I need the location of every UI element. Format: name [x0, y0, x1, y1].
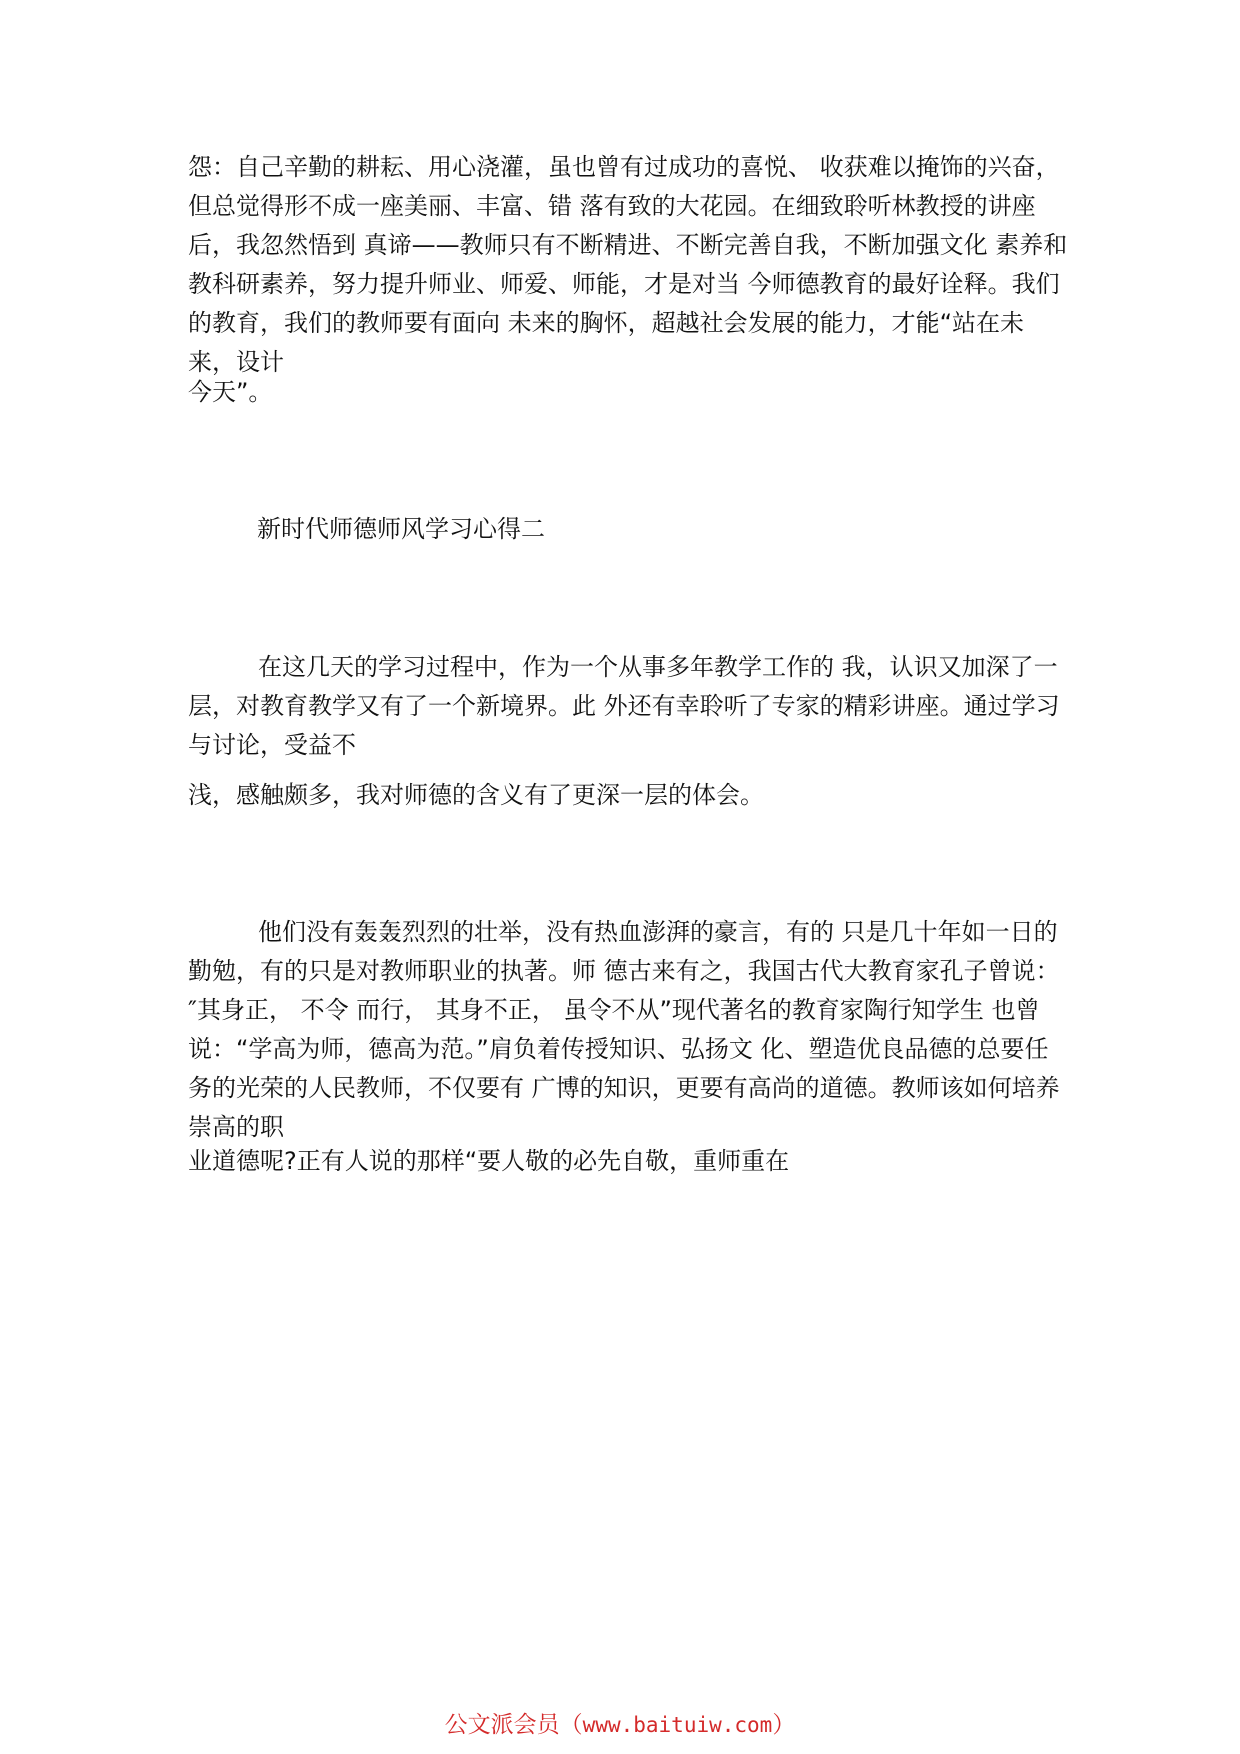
footer-url[interactable]: www.baituiw.com	[582, 1713, 773, 1737]
paragraph-3: 他们没有轰轰烈烈的壮举，没有热血澎湃的豪言，有的 只是几十年如一日的勤勉，有的只是对教师职业的执著。师 德古来有之，我国古代大教育家孔子曾说：″其身正， 不令 而行， 其身不正， 虽令不从”现代著名的教育家陶行知学生 也曾说：“学高为师，德高为范。”肩负着传授知识、弘扬文 化、塑造优良品德的总要任务的光荣的人民教师，不仅要有 广博的知识，更要有高尚的道德。教师该如何培养崇高的职	[188, 918, 1060, 1141]
paragraph-3-continuation: 业道德呢?正有人说的那样“要人敬的必先自敬，重师重在	[188, 1147, 790, 1175]
paragraph-2-continuation: 浅，感触颇多，我对师德的含义有了更深一层的体会。	[188, 781, 764, 809]
paragraph-2: 在这几天的学习过程中，作为一个从事多年教学工作的 我，认识又加深了一层，对教育教学又有了一个新境界。此 外还有幸聆听了专家的精彩讲座。通过学习与讨论，受益不	[188, 653, 1060, 759]
paragraph-1: 怨：自己辛勤的耕耘、用心浇灌，虽也曾有过成功的喜悦、 收获难以掩饰的兴奋，但总觉得形不成一座美丽、丰富、错 落有致的大花园。在细致聆听林教授的讲座后，我忽然悟到 真谛——教师只有不断精进、不断完善自我，不断加强文化 素养和教科研素养，努力提升师业、师爱、师能，才是对当 今师德教育的最好诠释。我们的教育，我们的教师要有面向 未来的胸怀，超越社会发展的能力，才能“站在未来，设计	[188, 153, 1068, 376]
footer-watermark	[0, 1710, 1240, 1740]
paragraph-1-continuation: 今天”。	[188, 378, 273, 406]
section-heading: 新时代师德师风学习心得二	[257, 515, 545, 543]
footer-close: ）	[772, 1712, 796, 1738]
footer-label: 公文派会员（	[444, 1712, 583, 1738]
